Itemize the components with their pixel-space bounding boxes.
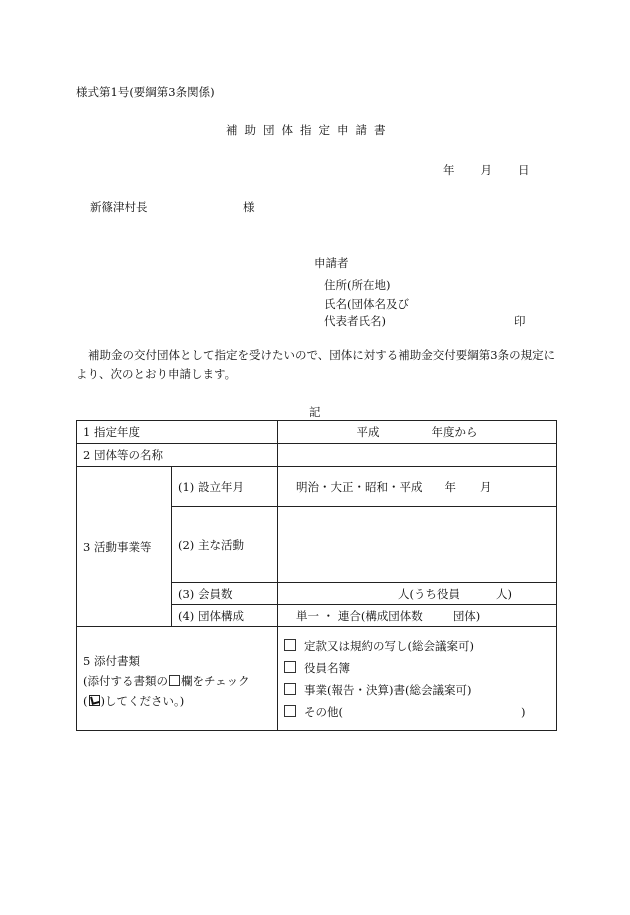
addressee-honorific: 様: [243, 200, 255, 214]
established-era: 明治・大正・昭和・平成: [296, 479, 423, 494]
checkbox-icon[interactable]: [284, 639, 296, 651]
established-label: (1) 設立年月: [172, 467, 278, 507]
main-activity-value[interactable]: [278, 507, 557, 583]
checkbox-icon[interactable]: [284, 661, 296, 673]
established-year: 年: [444, 479, 457, 494]
attachments-label: 5 添付書類: [83, 653, 140, 668]
attachments-label-cell: [77, 627, 278, 731]
row-fiscal-year: [77, 421, 557, 444]
row-established: [77, 467, 557, 507]
date-day: 日: [518, 163, 530, 177]
attachment-item[interactable]: その他( ): [284, 701, 550, 723]
attachment-item[interactable]: 定款又は規約の写し(総会議案可): [284, 635, 550, 657]
form-number: 様式第1号(要綱第3条関係): [76, 85, 215, 99]
composition-value-b: 団体): [452, 608, 481, 623]
attachment-item[interactable]: 役員名簿: [284, 657, 550, 679]
row-attachments: [77, 627, 557, 731]
date-line: [443, 162, 530, 178]
attachments-note-line1: (添付する書類の 欄をチェック: [83, 673, 250, 688]
attachments-note-line2: ( )してください。): [83, 693, 185, 708]
name-label-line2: 代表者氏名): [324, 314, 386, 328]
other-close-paren: ): [521, 704, 526, 719]
members-value-b: 人): [496, 586, 513, 601]
main-activity-label: (2) 主な活動: [172, 507, 278, 583]
row-org-name: [77, 444, 557, 467]
composition-label: (4) 団体構成: [172, 605, 278, 627]
application-table: [76, 420, 557, 731]
applicant-label: 申請者: [314, 256, 349, 270]
checkbox-icon[interactable]: [284, 705, 296, 717]
address-label: 住所(所在地): [324, 278, 391, 292]
ki-heading: 記: [309, 405, 321, 419]
established-value[interactable]: [278, 467, 557, 507]
members-value-a: 人(うち役員: [398, 586, 461, 601]
checkbox-icon[interactable]: [284, 683, 296, 695]
date-month: 月: [480, 163, 492, 177]
fiscal-year-label: 1 指定年度: [77, 421, 278, 444]
seal-mark: 印: [514, 314, 526, 328]
fiscal-year-era: 平成: [356, 425, 380, 439]
name-label-line1: 氏名(団体名及び: [324, 297, 409, 311]
activity-label: 3 活動事業等: [77, 467, 172, 627]
members-label: (3) 会員数: [172, 583, 278, 605]
composition-value-a: 単一 ・ 連合(構成団体数: [296, 608, 423, 623]
date-year: 年: [443, 163, 455, 177]
composition-value[interactable]: [278, 605, 557, 627]
empty-checkbox-icon: [169, 675, 180, 686]
members-value[interactable]: [278, 583, 557, 605]
attachments-list: [278, 627, 557, 731]
fiscal-year-suffix: 年度から: [431, 425, 478, 439]
attachment-item[interactable]: 事業(報告・決算)書(総会議案可): [284, 679, 550, 701]
checked-checkbox-icon: [89, 695, 100, 706]
body-text: 補助金の交付団体として指定を受けたいので、団体に対する補助金交付要綱第3条の規定により、次のとおり申請します。: [76, 348, 556, 381]
established-month: 月: [480, 479, 492, 494]
org-name-label: 2 団体等の名称: [77, 444, 278, 467]
document-title: 補助団体指定申請書: [226, 123, 393, 137]
addressee-name: 新篠津村長: [90, 200, 148, 214]
fiscal-year-value[interactable]: [278, 421, 557, 444]
org-name-value[interactable]: [278, 444, 557, 467]
